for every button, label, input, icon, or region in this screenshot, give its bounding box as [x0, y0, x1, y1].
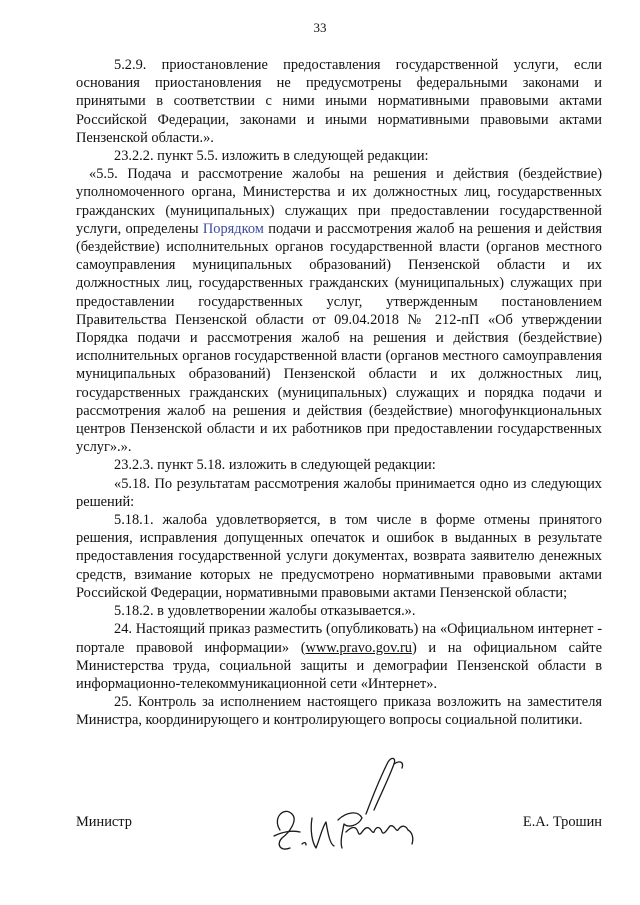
paragraph-23-2-3: 23.2.3. пункт 5.18. изложить в следующей редакции: [114, 457, 436, 474]
paragraph-5-2-9: 5.2.9. приостановление предоставления государственной услуги, если основания приостановления не предусмотрены федеральными законами и принятыми в соответствии с ними иными нормативными правовыми актами Российской Федерации, законами и иными нормативными правовыми актами Пензенской области.». [76, 57, 602, 146]
paragraph-24-text-start: 24. Настоящий приказ разместить (опубликовать) на «Официальном интернет - портале правовой информации» ( [76, 621, 602, 656]
handwritten-signature [262, 748, 432, 872]
paragraph-5-5 [76, 165, 602, 456]
paragraph-5-18-1: 5.18.1. жалоба удовлетворяется, в том числе в форме отмены принятого решения, исправления допущенных опечаток и ошибок в выданных в результате предоставления государственной услуги документах, возврата заявителю денежных средств, взимание которых не предусмотрено нормативными правовыми актами Российской Федерации, нормативными правовыми актами Пензенской области; [76, 512, 602, 601]
signer-name: Е.А. Трошин [522, 814, 602, 830]
paragraph-24-text-end: ) и на официальном сайте Министерства труда, социальной защиты и демографии Пензенской области в информационно-телекоммуникационной сети «Интернет». [76, 639, 602, 692]
paragraph-5-5-text-start: «5.5. Подача и рассмотрение жалобы на решения и действия (бездействие) уполномоченного органа, Министерства и их должностных лиц, государственных гражданских (муниципальных) служащих при предоставлении государственной услуги, определены [76, 166, 602, 237]
paragraph-5-5-text-end: подачи и рассмотрения жалоб на решения и действия (бездействие) исполнительных органов государственной власти (органов местного самоуправления муниципальных образований) Пензенской области и их должностных лиц, государственных гражданских (муниципальных) служащих при предоставлении государственных услуг, утвержденным постановлением Правительства Пензенской области от 09.04.2018 № 212-пП «Об утверждении Порядка подачи и рассмотрения жалоб на решения и действия (бездействие) исполнительных органов государственной власти (органов местного самоуправления муниципальных образований) Пензенской области и их должностных лиц, государственных гражданских (муниципальных) служащих и порядка подачи и рассмотрения жалоб на решения и действия (бездействие) многофункциональных центров Пензенской области и их работников при предоставлении государственных услуг».». [76, 220, 602, 456]
paragraph-24 [76, 620, 602, 693]
paragraph-25: 25. Контроль за исполнением настоящего приказа возложить на заместителя Министра, координирующего и контролирующего вопросы социальной политики. [76, 694, 602, 729]
pravo-gov-link[interactable]: www.pravo.gov.ru [305, 639, 412, 656]
document-body [76, 56, 602, 730]
page-number: 33 [313, 20, 327, 35]
signer-title: Министр [76, 814, 132, 830]
signature-block [76, 748, 602, 878]
paragraph-23-2-2: 23.2.2. пункт 5.5. изложить в следующей редакции: [114, 148, 429, 165]
poryadok-link[interactable]: Порядком [202, 220, 264, 237]
paragraph-5-18-2: 5.18.2. в удовлетворении жалобы отказывается.». [114, 603, 416, 620]
paragraph-5-18: «5.18. По результатам рассмотрения жалобы принимается одно из следующих решений: [76, 475, 602, 510]
